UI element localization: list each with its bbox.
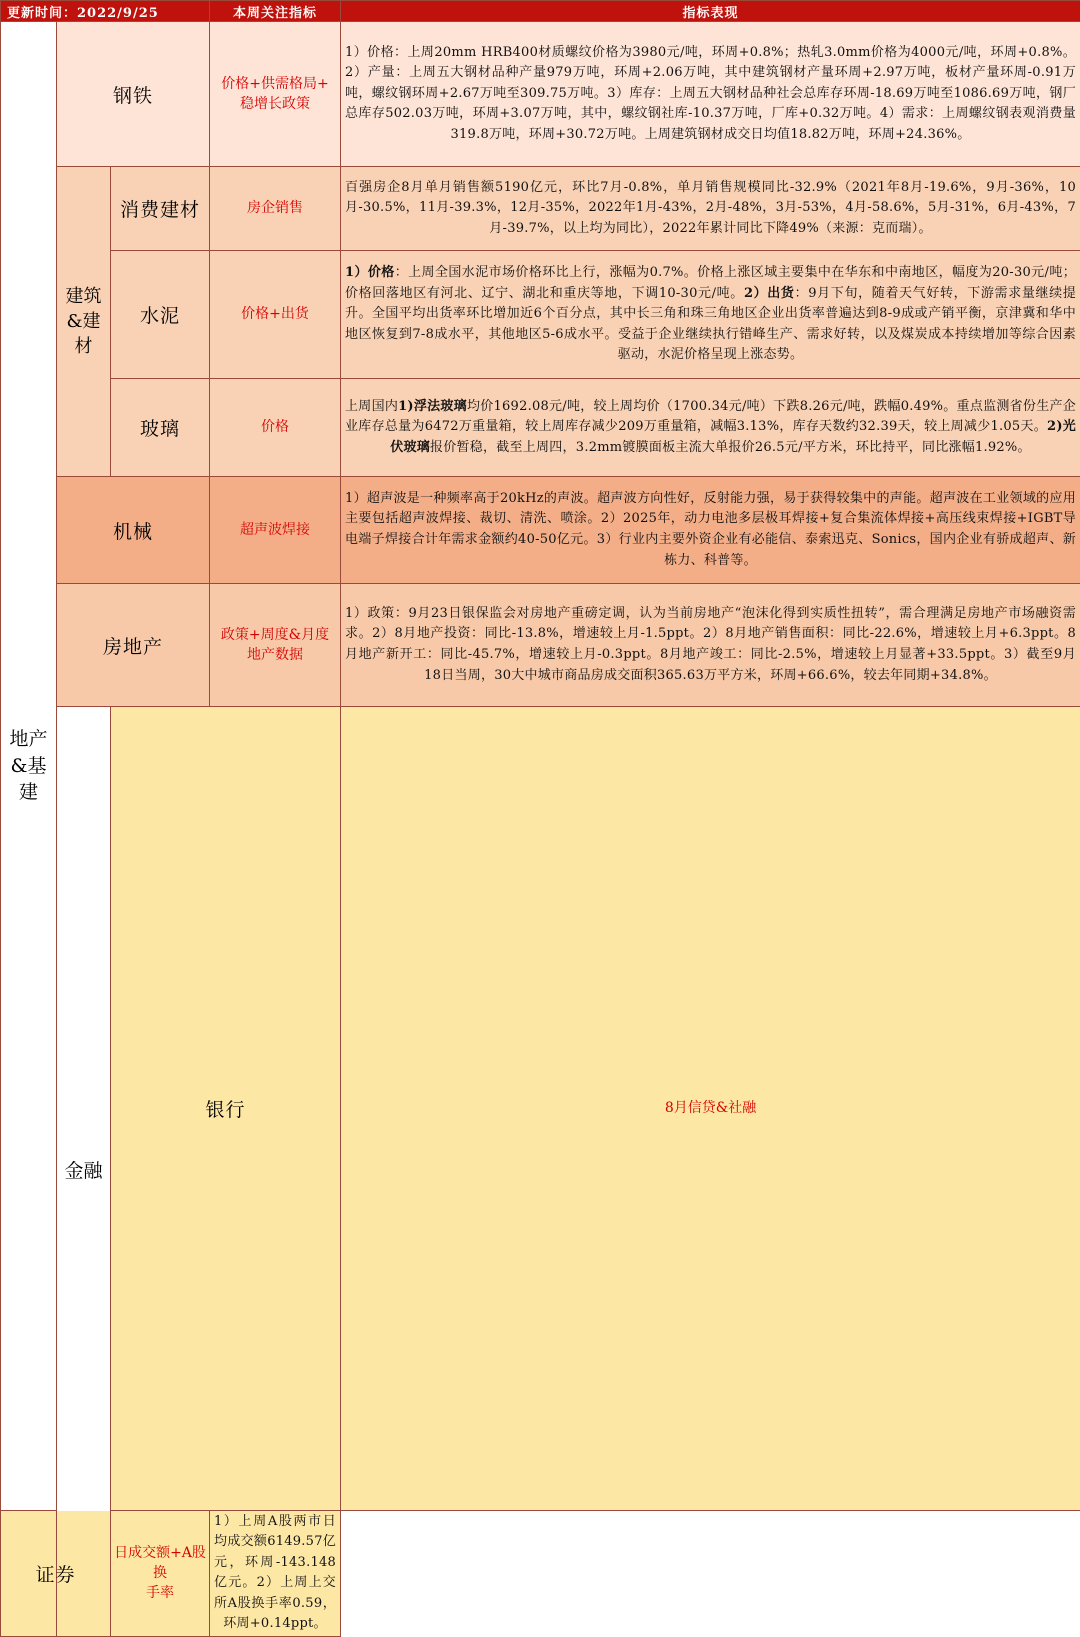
sector-name-securities: 证券: [1, 1510, 111, 1636]
group-realestate-infra: 地产 &基 建: [1, 22, 57, 1511]
sector-name-consumer-materials: 消费建材: [111, 167, 210, 251]
col-indicator-header: 本周关注指标: [210, 1, 341, 22]
desc-consumer-materials: 百强房企8月单月销售额5190亿元，环比7月-0.8%，单月销售规模同比-32.9%（2021年8月-19.6%，9月-36%，10月-30.5%，11月-39.3%，12月-35%，2022年1月-43%，2月-48%，3月-53%，4月-58.6%，5月-31%，6月-43%，7月-39.7%，以上均为同比），2022年累计同比下降49%（来源：克而瑞）。: [341, 167, 1080, 251]
sector-name-bank: 银行: [111, 707, 341, 1511]
indicator-steel: 价格+供需格局+ 稳增长政策: [210, 22, 341, 167]
row-machinery: [1, 477, 1080, 584]
desc-real-estate: 1）政策：9月23日银保监会对房地产重磅定调，认为当前房地产“泡沫化得到实质性扭转”，需合理满足房地产市场融资需求。2）8月地产投资：同比-13.8%，增速较上月-1.5ppt。2）8月地产销售面积：同比-22.6%，增速较上月+6.3ppt。8月地产新开工：同比-45.7%，增速较上月-0.3ppt。8月地产竣工：同比-2.5%，增速较上月显著+33.5ppt。3）截至9月18日当周，30大中城市商品房成交面积365.63万平方米，环周+66.6%，较去年同期+34.8%。: [341, 584, 1080, 707]
row-securities: [1, 1510, 1080, 1636]
desc-steel: 1）价格：上周20mm HRB400材质螺纹价格为3980元/吨，环周+0.8%；热轧3.0mm价格为4000元/吨，环周+0.8%。2）产量：上周五大钢材品种产量979万吨，环周+2.06万吨，其中建筑钢材产量环周+2.97万吨，板材产量环周-0.91万吨，螺纹钢环周+2.67万吨至309.75万吨。3）库存：上周五大钢材品种社会总库存环周-18.69万吨至1086.69万吨，钢厂总库存502.03万吨，环周+3.07万吨，其中，螺纹钢社库-10.37万吨，厂库+0.32万吨。4）需求：上周螺纹钢表观消费量319.8万吨，环周+30.72万吨。上周建筑钢材成交日均值18.82万吨，环周+24.36%。: [341, 22, 1080, 167]
header-row: [1, 1, 1080, 22]
sector-name-real-estate: 房地产: [57, 584, 210, 707]
indicator-consumer-materials: 房企销售: [210, 167, 341, 251]
sector-name-steel: 钢铁: [57, 22, 210, 167]
row-bank: [1, 707, 1080, 1511]
indicator-securities: 日成交额+A股换 手率: [111, 1510, 210, 1636]
indicator-glass: 价格: [210, 379, 341, 477]
indicator-machinery: 超声波焊接: [210, 477, 341, 584]
col-performance-header: 指标表现: [341, 1, 1080, 22]
row-real-estate: [1, 584, 1080, 707]
desc-securities: 1）上周A股两市日均成交额6149.57亿元，环周-143.148亿元。2）上周上交所A股换手率0.59，环周+0.14ppt。: [210, 1510, 341, 1636]
desc-machinery: 1）超声波是一种频率高于20kHz的声波。超声波方向性好，反射能力强，易于获得较集中的声能。超声波在工业领域的应用主要包括超声波焊接、裁切、清洗、喷涂。2）2025年，动力电池多层极耳焊接+复合集流体焊接+高压线束焊接+IGBT导电端子焊接合计年需求金额约40-50亿元。3）行业内主要外资企业有必能信、泰索迅克、Sonics，国内企业有骄成超声、新栋力、科普等。: [341, 477, 1080, 584]
indicator-real-estate: 政策+周度&月度 地产数据: [210, 584, 341, 707]
sector-name-cement: 水泥: [111, 251, 210, 379]
update-time: 更新时间：2022/9/25: [1, 1, 210, 22]
desc-cement: 1）价格：上周全国水泥市场价格环比上行，涨幅为0.7%。价格上涨区域主要集中在华东和中南地区，幅度为20-30元/吨；价格回落地区有河北、辽宁、湖北和重庆等地，下调10-30元/吨。2）出货：9月下旬，随着天气好转，下游需求量继续提升。全国平均出货率环比增加近6个百分点，其中长三角和珠三角地区企业出货率普遍达到8-9成或产销平衡，京津冀和华中地区恢复到7-8成水平，其他地区5-6成水平。受益于企业继续执行错峰生产、需求好转，以及煤炭成本持续增加等综合因素驱动，水泥价格呈现上涨态势。: [341, 251, 1080, 379]
row-consumer-materials: [1, 167, 1080, 251]
row-steel: [1, 22, 1080, 167]
row-glass: [1, 379, 1080, 477]
indicator-bank: 8月信贷&社融: [341, 707, 1080, 1511]
sector-name-glass: 玻璃: [111, 379, 210, 477]
sector-name-machinery: 机械: [57, 477, 210, 584]
group-building-materials: 建筑 &建 材: [57, 167, 111, 477]
indicator-cement: 价格+出货: [210, 251, 341, 379]
group-finance: 金融: [57, 707, 111, 1637]
row-cement: [1, 251, 1080, 379]
desc-glass: 上周国内1)浮法玻璃均价1692.08元/吨，较上周均价（1700.34元/吨）下跌8.26元/吨，跌幅0.49%。重点监测省份生产企业库存总量为6472万重量箱，较上周库存减少209万重量箱，减幅3.13%，库存天数约32.39天，较上周减少1.05天。2)光伏玻璃报价暂稳，截至上周四，3.2mm镀膜面板主流大单报价26.5元/平方米，环比持平，同比涨幅1.92%。: [341, 379, 1080, 477]
